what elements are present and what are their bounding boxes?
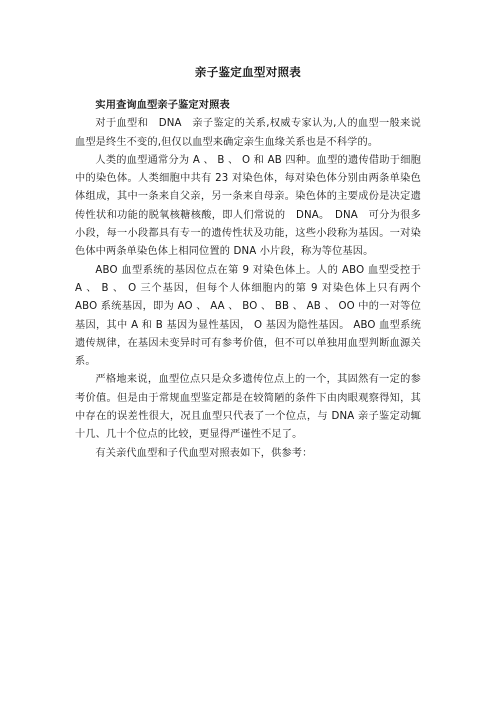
paragraph-table-intro: 有关亲代血型和子代血型对照表如下，供参考： — [95, 447, 313, 459]
paragraph-abo-genes: ABO 血型系统的基因位点在第 9 对染色体上。人的 ABO 血型受控于 A 、 B 、 O 三个基因，但每个人体细胞内的第 9 对染色体上只有两个 ABO 系统基因，即为 AO 、 AA 、 BO 、 BB 、 AB 、 OO 中的一对等位基因，其中 A 和 B 基因为显性基因， O 基因为隐性基因。 ABO 血型系统遗传规律，在基因未变异时可有参考价值，但不可以单独用血型判断血源关系。 — [75, 264, 421, 368]
paragraph-chromosomes: 人类的血型通常分为 A 、 B 、 O 和 AB 四种。血型的遗传借助于细胞中的染色体。人类细胞中共有 23 对染色体，每对染色体分别由两条单染色体组成，其中一条来自父亲，另一条来自母亲。染色体的主要成份是决定遗传性状和功能的脱氧核糖核酸，即人们常说的 DNA。 DNA 可分为很多小段，每一小段都具有专一的遗传性状及功能，这些小段称为基因。一对染色体中两条单染色体上相同位置的 DNA 小片段，称为等位基因。 — [75, 154, 421, 258]
document-body — [75, 97, 421, 463]
paragraph-intro: 对于血型和 DNA 亲子鉴定的关系,权威专家认为,人的血型一般来说血型是终生不变的,但仅以血型来确定亲生血缘关系也是不科学的。 — [75, 118, 421, 148]
section-subheading: 实用查询血型亲子鉴定对照表 — [95, 100, 230, 111]
page-title: 亲子鉴定血型对照表 — [194, 65, 302, 79]
paragraph-reliability: 严格地来说，血型位点只是众多遗传位点上的一个，其固然有一定的参考价值。但是由于常规血型鉴定都是在较简陋的条件下由肉眼观察得知，其中存在的误差性很大，况且血型只代表了一个位点，与 DNA 亲子鉴定动辄十几、几十个位点的比较，更显得严谨性不足了。 — [75, 374, 421, 441]
